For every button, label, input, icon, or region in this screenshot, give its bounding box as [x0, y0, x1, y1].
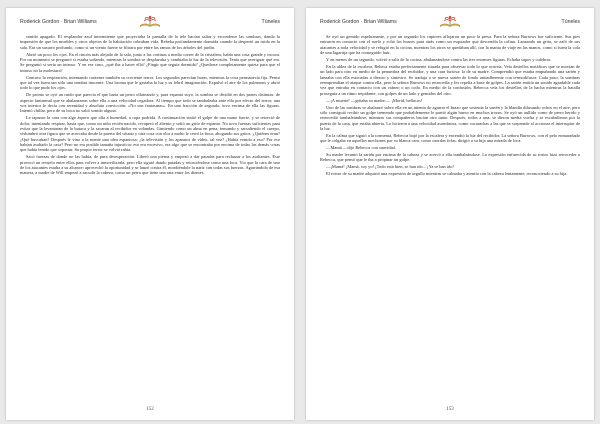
paragraph: El rostro de su madre adquirió una expresión de orgullo mientras se calmaba y asentía con la cabeza lentamente, reconociendo a su hija.	[326, 171, 568, 177]
paragraph: —¡A muerte! —gritaba su madre—. ¡Morid, bellacos!	[326, 97, 423, 103]
paragraph: Y en menos de un segundo, volvió a salir de la cocina, abalanzándose contra las tres enormes figuras. Echaba sapos y culebras.	[326, 56, 552, 62]
paragraph: —¡Mamá! ¡Mamá, soy yo! ¡Todo está bien, se han ido... ¡Ya se han ido!	[326, 164, 454, 170]
book-logo-icon	[439, 14, 461, 28]
header-title: Túneles	[261, 19, 280, 25]
page-body	[320, 34, 580, 398]
paragraph: Uno de las sombras se abalanzó sobre ella en un intento de agarrar el brazo que sostenía la sartén y la blandía difusando ochos en el aire, pero sólo consiguió recibir un golpe tremendo que probablemente le partió algún hueso en muchos trozos. Se oyó un aullido como de perro herido y retrocedió tambaleándose, mientras sus compañeros bacían otro tanto. Después, todos a una, se dieron media vuelta y se escabulleron por la puerta de la casa, que estaba abierta. Lo hicieron a una velocidad asombrosa, como cucarachas a las que se sorprende al accionar el interruptor de la luz.	[320, 104, 580, 131]
paragraph: —Mamá —dijo Rebecca con suavidad.	[326, 145, 396, 151]
paragraph: Abrió un poco los ojos. En el rincón más alejado de la sala, junto a las cortinas a medio correr de la cristalera, había una cosa grande y oscura. Por un momento se preguntó si estaba soñando, mientras la sombra se desplazaba y cambiaba la luz de la televisión. Tenía que averiguar qué era. Se preguntó si sería un intruso. Y en ese caso, ¿qué iba a hacer ella? ¿Fingir que seguía dormida? ¿Quedarse completamente quieta para que el intruso no la molestara?	[20, 51, 280, 73]
paragraph: Se oyó un gemido espeluznante, y por un segundo los captores aflojaron un poco la presa. Para la señora Burrows fue suficiente. Sus pies entraron en contacto con el suelo y echó los brazos para atrás como un esquiador que descendía la colina. Lanzando un grito, se zafó de sus atacantes a toda velocidad y se refugió en la cocina, mientras los otros se quedaban allí, con la manta de viaje en las manos, como si fuera la cola de una lagartija que ha conseguido huir.	[320, 34, 580, 56]
page-header	[20, 17, 280, 27]
paragraph: De pronto se oyó un ruido que parecía el que haría un perro olfateando y, para espanto suyo, la sombra se dividió en dos partes distintas: de aspecto fantasmal que se abalanzaron sobre ella a una velocidad cegadora. Al tiempo que todo se tambaleaba ante ella por efecto del terror, una voz interior le decía con serenidad y absoluta convicción: «No son fantasmas». En una fracción de segundo, tuvo encima de ella las figuras. Intentó chillar, pero de su boca no salió sonido alguno.	[20, 92, 280, 114]
paragraph: Contuvo la respiración, intentando contener también su creciente terror. Los segundos parecían horas, mientras la cosa permanecía fija. Pensó que tal vez fuera tan sólo una sombra inocente. Una broma que le gastaba la luz y su febril imaginación. Expulsó el aire de los pulmones y abrió todo lo que pudo los ojos.	[20, 74, 280, 91]
paragraph: Le taparon la cara con algo áspero que olía a humedad, a ropa podrida. A continuación sintió el golpe de una mano fuerte, y se retorció de dolor, intentando respirar, hasta que, como un niño recién nacido, recuperó el aliento y soltó un grito de espanto. No tuvo fuerzas suficientes para evitar que la levantaran de la butaca y la sacaran al recibidor en volandas. Gimiendo como un alma en pena, tensando y sacudiendo el cuerpo, vislumbró otra figura que se acercaba desde la puerta del sótano y otra cosa con olor a moho le cerró la boca, ahogando sus gritos. ¿Quiénes eran? ¿Qué buscaban? Después le vino a la mente una idea espantosa: ¿la televisión y los aparatos de vídeo, tal vez? ¿Había venido a eso? Por eso habían asaltado la casa? Pero no era posible tamaña injusticia: eso era excesivo, era algo que se encontraba por encima de todas las demás cosas que había tenido que soportar. Su propio terror se volvió rabia.	[20, 115, 280, 153]
left-page	[6, 8, 294, 420]
right-page	[306, 8, 594, 420]
page-number: 152	[146, 407, 154, 412]
page-header	[320, 17, 580, 27]
paragraph: Su madre levantó la sartén por encima de la cabeza y se acercó a ella tambaleándose. La expresión enfurecida de su rostro hizo retroceder a Rebecca, que pensó que le iba a propinar un golpe.	[320, 152, 580, 163]
page-body	[20, 34, 280, 398]
header-author: Roderick Gordon · Brian Williams	[20, 19, 97, 25]
page-number: 153	[446, 407, 454, 412]
paragraph: Sacó fuerzas de donde no las había, de pura desesperación. Liberó una pierna y empezó a dar patadas para rechazar a los asaltantes. Este provocó un revuelo entre ellos para volver a inmovilizarla, pero ella siguió dando patadas y retorciéndose como una loca. Vio que la cara de uno de los atacantes estaba a su alcance: aprovechó la oportunidad y se lanzó contra él, mordiéndole la nariz con todas sus fuerzas. Agarrándolo de esa manera, a madre de Will empezó a sacudir la cabeza, como un perro que tiene una rata entre los dientes.	[20, 154, 280, 176]
book-logo-icon	[139, 14, 161, 28]
paragraph: En la aldea de la escalera, Rebeca estaba perfectamente situada para observar todo lo que ocurría. Veía destellos metálicos que se movían de un lado para otro en medio de la penumbra del recibidor, y una cara furiosa: la de su madre. Comprendió que estaba empuñando una sartén y lanzaba con ella estocadas a diestro y siniestro. Se tradujo a se nueva sartén de fondo antiadherente con termodifusor. Cada paso, la sombras reemprendían el ataque contra ella, pero la señora Burrows no retrocedía y les repelía a base de golpes. La sartén emitía un sonido agradable cada vez que entraba en contacto con un cráneo o un codo. En medio de la confusión, Rebecca veía los destellos de la hacha mientras la batalla proseguía a un ritmo trepidante, con golpes de un lado y gemidos del otro.	[320, 63, 580, 96]
paragraph: En la calma que siguió a la tormenta, Rebecca bajó por la escalera y encendió la luz del recibidor. La señora Burrows, con el pelo enmarañado que le colgaba en aquellos mechones por su blanca cara, como cuerdas fofas, dirigió a su hija una mirada de loca.	[320, 132, 580, 144]
header-author: Roderick Gordon · Brian Williams	[320, 19, 397, 25]
paragraph: sonido apagado. El resplandor azul intermitente que proyectaba la pantalla de la tele hacían saltar y esconderse las sombras, dando la impresión de que los muebles y otros objetos de la habitación cobraban vida. Rebeka profundamente dormida cuando la despertó un ruido en la sala. Era un susurro profundo, como si un viento fuerte se filtrara por entre las ramas de los árboles del jardín.	[20, 34, 280, 50]
header-title: Túneles	[561, 19, 580, 25]
